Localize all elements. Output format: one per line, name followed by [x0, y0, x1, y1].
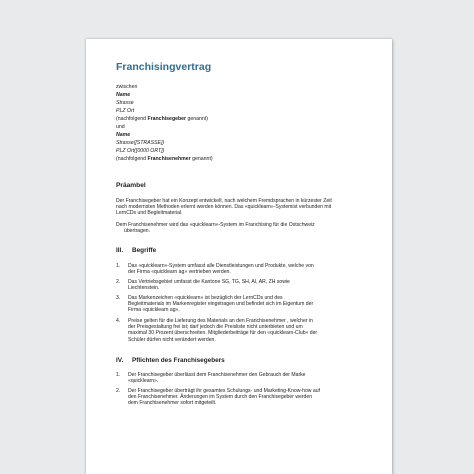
text-line: der Firma «quicklearn ag» vertrieben werden.	[128, 269, 231, 276]
text-line: Das Vertriebsgebiet umfasst die Kantone SG, TG, SH, AI, AR, ZH sowie	[128, 279, 290, 285]
text-line: Das Markenzeichen «quicklearn» ist bezüglich der LernCDs und des	[128, 295, 283, 301]
party2-role	[116, 156, 213, 162]
item-number: 1.	[116, 263, 121, 269]
party1-role	[116, 116, 208, 122]
item-number: 3.	[116, 295, 121, 301]
section-number: III.	[116, 247, 124, 254]
text-line: LernCDs und Begleitmaterial.	[116, 210, 183, 217]
text-line: Preise gelten für die Lieferung des Materials an den Franchisenehmer , welcher in	[128, 318, 313, 324]
party2-role-pre: (nachfolgend	[116, 156, 148, 162]
item-number: 2.	[116, 279, 121, 285]
text-line: Liechtenstein.	[128, 285, 160, 292]
party1-name: Name	[116, 92, 131, 98]
text-line: nach modernsten Methoden erlernt werden können. Das «quicklearn»-Systemist verbunden mit	[116, 204, 332, 211]
item-number: 4.	[116, 318, 121, 324]
party2-city: PLZ Ort([0000 ORT])	[116, 148, 165, 154]
text-line: Der Franchisegeber hat ein Konzept entwickelt, nach welchem Fremdsprachen in kürzester Zeit	[116, 198, 332, 204]
section-3-heading	[116, 247, 156, 254]
item-number: 1.	[116, 372, 121, 378]
party1-role-post: genannt)	[186, 116, 208, 122]
party1-role-name: Franchisegeber	[147, 116, 187, 122]
text-line: übertragen.	[124, 228, 151, 235]
text-line: Der Franchisegeber überträgt ihr gesamtes Schulungs- und Marketing-Know-how auf	[128, 388, 320, 394]
item-number: 2.	[116, 388, 121, 394]
text-line: maximal 30 Prozent überschreiten. Mitgliederbeiträge für den «quicklearn-Club» der	[128, 330, 318, 337]
party2-street: Strasse([STRASSE])	[116, 140, 165, 146]
text-line: Schüler dürfen nicht verändert werden.	[128, 336, 216, 343]
party2-name: Name	[116, 132, 131, 138]
text-line: Der Franchisegeber überlässt dem Franchisenehmer den Gebrauch der Marke	[128, 372, 306, 378]
text-line: Das «quicklearn»-System umfasst alle Dienstleistungen und Produkte, welche von	[128, 263, 314, 269]
text-line: «quicklearn».	[128, 378, 159, 385]
section-number: IV.	[116, 357, 124, 364]
party1-street: Strasse	[116, 100, 134, 106]
document-page	[86, 39, 392, 474]
section-4-heading	[116, 357, 225, 364]
text-line: der Preisgestaltung frei ist; darf jedoch die Preisliste nicht unterbieten und um	[128, 324, 303, 331]
preamble-heading: Präambel	[116, 182, 146, 189]
text-line: Firma «quicklearn ag».	[128, 307, 180, 314]
party2-role-name: Franchisenehmer	[147, 156, 191, 162]
section-title: Pflichten des Franchisegebers	[132, 357, 225, 364]
text-line: dem Franchisenehmer sofort mitgeteilt.	[128, 400, 217, 407]
text-line: Dem Franchisenehmer wird das «quicklearn»-System im Franchising für die Ostschweiz	[116, 222, 315, 228]
document-title: Franchisingvertrag	[116, 61, 212, 73]
and-label: und	[116, 124, 125, 130]
preamble-paragraph-2	[116, 222, 366, 234]
preamble-paragraph-1	[116, 198, 366, 217]
text-line: den Franchisenehmer. Änderungen im System durch den Franchisegeber werden	[128, 394, 313, 401]
party1-city: PLZ Ort	[116, 108, 135, 114]
section-title: Begriffe	[132, 247, 157, 254]
party2-role-post: genannt)	[190, 156, 213, 162]
party1-role-pre: (nachfolgend	[116, 116, 148, 122]
text-line: Begleitmaterials im Markenregister eingetragen und befindet sich im Eigentum der	[128, 301, 314, 308]
between-label: zwischen	[116, 84, 138, 90]
